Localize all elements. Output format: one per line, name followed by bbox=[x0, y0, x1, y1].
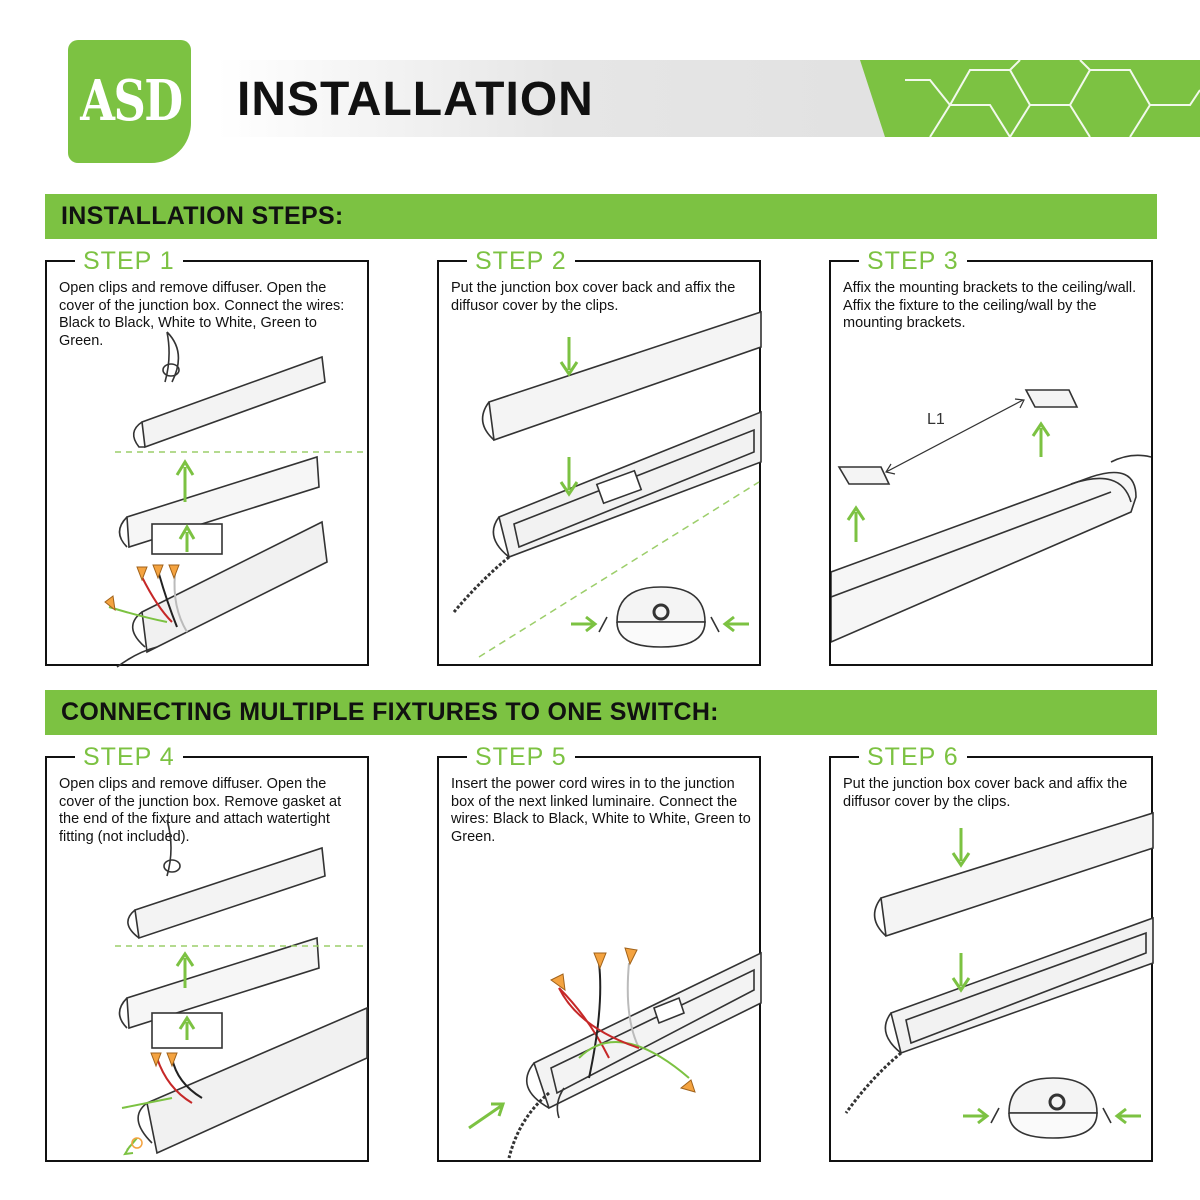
title-bar bbox=[217, 60, 1200, 137]
step-6-panel bbox=[829, 743, 1153, 1162]
hexagon-pattern-icon bbox=[860, 60, 1200, 137]
logo-text: ASD bbox=[80, 68, 182, 134]
step-instructions: Open clips and remove diffuser. Open the cover of the junction box. Remove gasket at the end of the fixture and attach watertight fitting (not included). bbox=[59, 776, 342, 845]
step-label: STEP 6 bbox=[859, 742, 967, 772]
section-bar-installation-steps bbox=[45, 194, 1157, 239]
step-2-panel bbox=[437, 247, 761, 666]
step-5-panel bbox=[437, 743, 761, 1162]
step-instructions: Put the junction box cover back and affix the diffusor cover by the clips. bbox=[843, 776, 1128, 810]
page-title: INSTALLATION bbox=[237, 73, 594, 126]
attach-diffuser-illustration bbox=[439, 262, 763, 668]
watertight-fitting-illustration bbox=[47, 758, 371, 1164]
step-label: STEP 2 bbox=[467, 246, 575, 276]
step-label: STEP 5 bbox=[467, 742, 575, 772]
link-luminaire-wiring-illustration bbox=[439, 758, 763, 1164]
step-4-panel bbox=[45, 743, 369, 1162]
step-instructions: Insert the power cord wires in to the junction box of the next linked luminaire. Connect the wires: Black to Black, White to White, Green to Green. bbox=[451, 776, 751, 845]
section-title: INSTALLATION STEPS: bbox=[61, 202, 344, 230]
asd-logo bbox=[68, 40, 191, 163]
mount-brackets-illustration bbox=[831, 262, 1155, 668]
step-1-panel bbox=[45, 247, 369, 666]
step-label: STEP 1 bbox=[75, 246, 183, 276]
step-instructions: Open clips and remove diffuser. Open the cover of the junction box. Connect the wires: Black to Black, White to White, Green to Green. bbox=[59, 280, 345, 349]
step-3-panel bbox=[829, 247, 1153, 666]
section-bar-multiple-fixtures bbox=[45, 690, 1157, 735]
section-title: CONNECTING MULTIPLE FIXTURES TO ONE SWITCH: bbox=[61, 698, 719, 726]
step-instructions: Affix the mounting brackets to the ceiling/wall. Affix the fixture to the ceiling/wall by the mounting brackets. bbox=[843, 280, 1137, 331]
step-label: STEP 4 bbox=[75, 742, 183, 772]
remove-diffuser-illustration bbox=[47, 262, 371, 668]
dimension-l1-label: L1 bbox=[927, 411, 945, 428]
step-label: STEP 3 bbox=[859, 246, 967, 276]
step-instructions: Put the junction box cover back and affix the diffusor cover by the clips. bbox=[451, 280, 736, 314]
close-diffuser-illustration bbox=[831, 758, 1155, 1164]
